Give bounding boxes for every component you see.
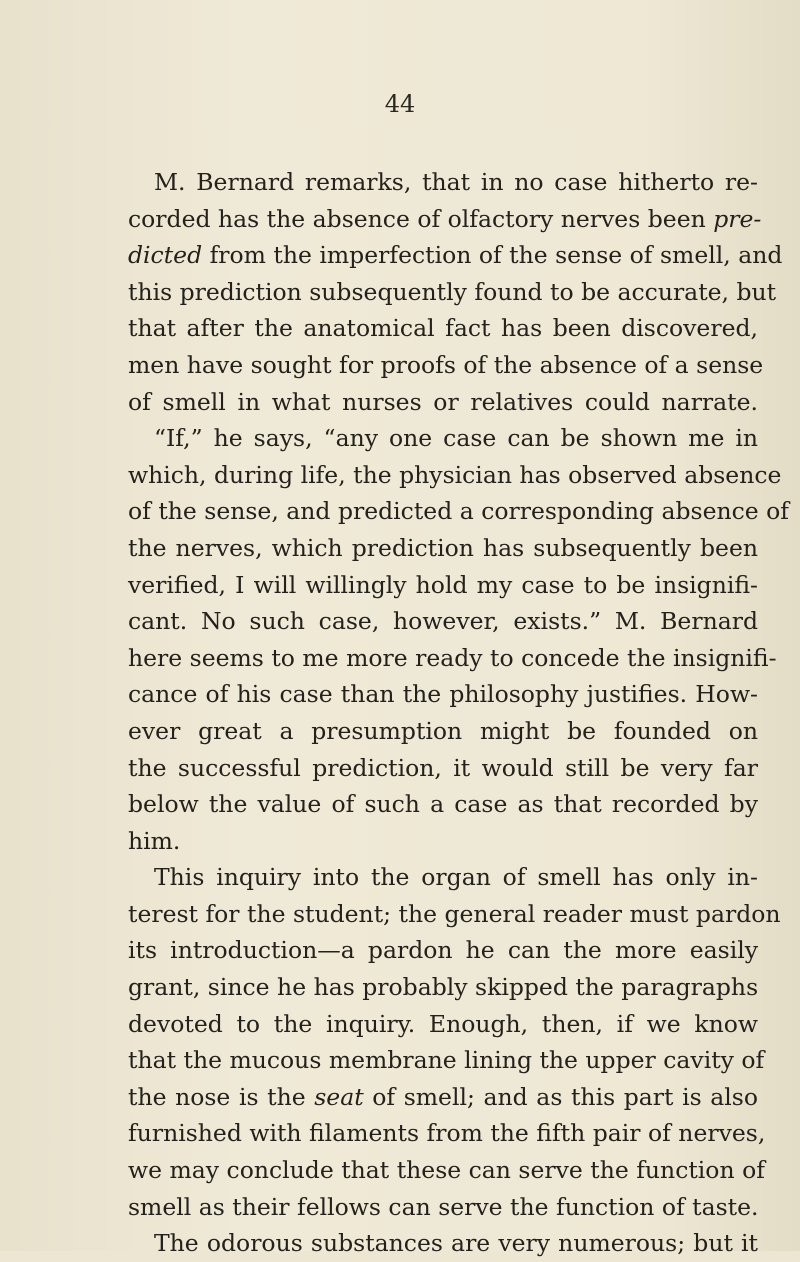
text-line: we may conclude that these can serve the function of [128,1156,765,1185]
text-line: of smell in what nurses or relatives could narrate. [128,387,758,416]
text-line: the successful prediction, it would still be very far [128,753,758,782]
text-line: M. Bernard remarks, that in no case hitherto re- [154,168,758,196]
text-line: verified, I will willingly hold my case to be insignifi- [128,570,758,599]
italic-word: seat [314,1082,364,1111]
text-line: cance of his case than the philosophy justifies. How- [128,680,758,709]
text-line: that the mucous membrane lining the upper cavity of [128,1046,765,1075]
text-line: devoted to the inquiry. Enough, then, if we know [128,1009,758,1038]
text-line: corded has the absence of olfactory nerves been pre- [128,204,762,233]
text-line: This inquiry into the organ of smell has only in- [154,863,758,892]
text-line: this prediction subsequently found to be accurate, but [128,277,777,306]
text-line: its introduction—a pardon he can the more easily [128,936,758,965]
text-line: smell as their fellows can serve the function of taste. [128,1192,759,1221]
paragraph-2 [128,859,781,1225]
page-text [128,164,790,1262]
italic-word: pre- [713,204,762,233]
text-line: below the value of such a case as that recorded by [128,790,758,819]
text-line: ever great a presumption might be founded on [128,716,758,745]
italic-word: dicted [128,241,203,270]
text-line: the nerves, which prediction has subsequently been [128,533,758,562]
text-line: “If,” he says, “any one case can be shown me in [154,424,758,453]
text-line: cant. No such case, however, exists.” M. Bernard [128,607,758,636]
text-line: of the sense, and predicted a corresponding absence of [128,497,790,526]
text-line: here seems to me more ready to concede the insignifi- [128,643,777,672]
text-line: him. [128,826,181,855]
text-line: which, during life, the physician has observed absence [128,460,782,489]
text-line: the nose is the seat of smell; and as this part is also [128,1082,758,1111]
text-line: furnished with filaments from the fifth pair of nerves, [128,1119,766,1148]
paragraph-3 [128,1225,758,1262]
text-line: terest for the student; the general reader must pardon [128,899,781,928]
text-line: The odorous substances are very numerous; but it [154,1229,758,1258]
text-line: dicted from the imperfection of the sense of smell, and [128,241,783,270]
text-line: grant, since he has probably skipped the paragraphs [128,973,759,1002]
text-line: men have sought for proofs of the absence of a sense [128,350,764,379]
paragraph-1 [128,164,790,859]
text-line: that after the anatomical fact has been discovered, [128,314,758,343]
page-number: 44 [384,90,416,118]
